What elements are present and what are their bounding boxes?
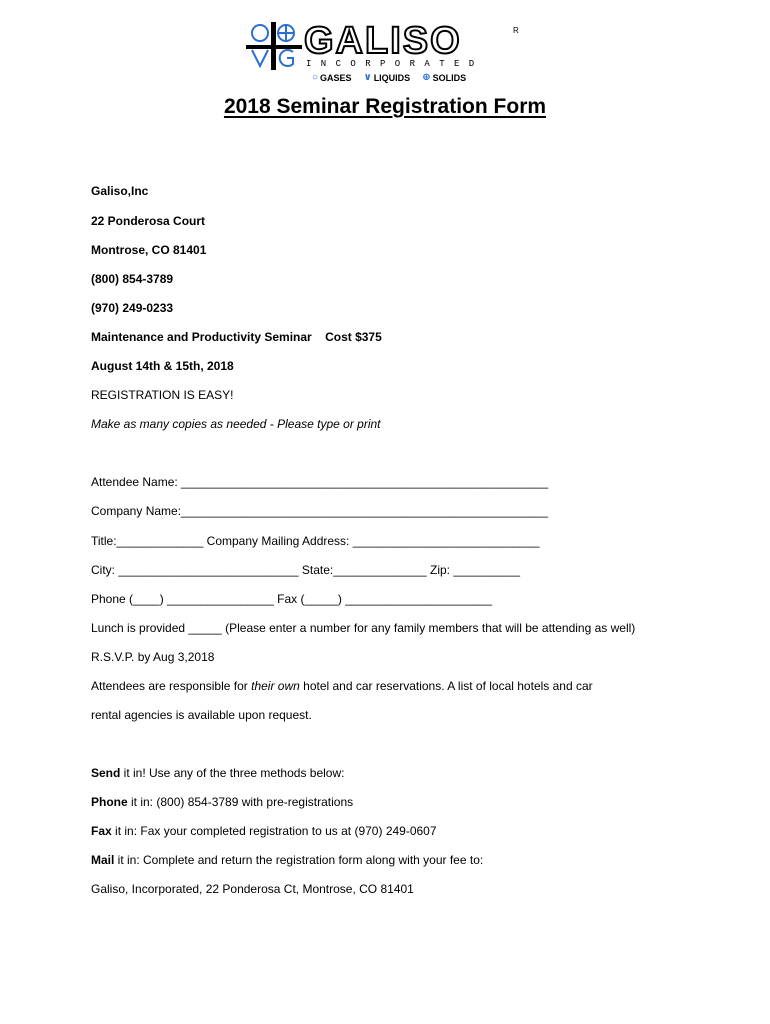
logo-tags (312, 72, 466, 83)
seminar-cost: Cost $375 (325, 330, 382, 344)
responsibility-text: Attendees are responsible for (91, 679, 252, 693)
responsibility-text-end: hotel and car reservations. A list of local hotels and car (299, 679, 593, 693)
fax-method (91, 824, 437, 838)
tag-gases (312, 72, 352, 83)
mail-label: Mail (91, 853, 115, 867)
mail-text: it in: Complete and return the registration form along with your fee to: (114, 853, 484, 867)
rsvp-note: R.S.V.P. by Aug 3,2018 (91, 650, 215, 664)
phone-fax-field[interactable]: Phone (____) ________________ Fax (_____) ______________________ (91, 592, 493, 606)
send-method (91, 766, 344, 780)
title-address-field[interactable]: Title:_____________ Company Mailing Address: ____________________________ (91, 534, 540, 548)
street-address: 22 Ponderosa Court (91, 214, 206, 228)
logo-subtitle: INCORPORATED (306, 59, 484, 69)
circled-plus-icon: ⊕ (422, 72, 431, 83)
phone-text: it in: (800) 854-3789 with pre-registrations (127, 795, 354, 809)
fax-text: it in: Fax your completed registration to us at (970) 249-0607 (111, 824, 437, 838)
mail-method (91, 853, 483, 867)
attendee-name-field[interactable]: Attendee Name: _______________________________________________________ (91, 475, 549, 489)
seminar-name: Maintenance and Productivity Seminar (91, 330, 312, 344)
tag-label: LIQUIDS (373, 72, 411, 83)
page-title: 2018 Seminar Registration Form (223, 95, 547, 118)
mailing-address: Galiso, Incorporated, 22 Ponderosa Ct, Montrose, CO 81401 (91, 882, 414, 896)
send-text: it in! Use any of the three methods below: (120, 766, 345, 780)
phone-primary: (800) 854-3789 (91, 272, 174, 286)
phone-secondary: (970) 249-0233 (91, 301, 174, 315)
registered-mark: R (513, 26, 519, 35)
responsibility-note (91, 679, 593, 693)
fax-label: Fax (91, 824, 112, 838)
phone-label: Phone (91, 795, 128, 809)
city-line: Montrose, CO 81401 (91, 243, 207, 257)
lunch-field[interactable]: Lunch is provided _____ (Please enter a number for any family members that will be attending as well) (91, 621, 636, 635)
phone-method (91, 795, 353, 809)
city-state-zip-field[interactable]: City: ___________________________ State:______________ Zip: __________ (91, 563, 521, 577)
rental-note: rental agencies is available upon request. (91, 708, 312, 722)
responsibility-emphasis: their own (251, 679, 300, 693)
logo-wordmark: GALISO (304, 20, 462, 62)
company-name: Galiso,Inc (91, 184, 149, 198)
circle-icon: ○ (312, 72, 319, 83)
tag-solids (422, 72, 466, 83)
tag-liquids (364, 72, 411, 83)
company-name-field[interactable]: Company Name:_______________________________________________________ (91, 504, 549, 518)
seminar-line (91, 330, 382, 344)
logo-symbol-icon (246, 20, 304, 72)
tag-label: GASES (320, 72, 352, 83)
v-icon: ∨ (363, 72, 372, 83)
registration-easy: REGISTRATION IS EASY! (91, 388, 234, 402)
tag-label: SOLIDS (432, 72, 467, 83)
send-label: Send (91, 766, 121, 780)
galiso-logo (246, 18, 536, 88)
copies-note: Make as many copies as needed - Please type or print (91, 417, 381, 431)
seminar-dates: August 14th & 15th, 2018 (91, 359, 234, 373)
